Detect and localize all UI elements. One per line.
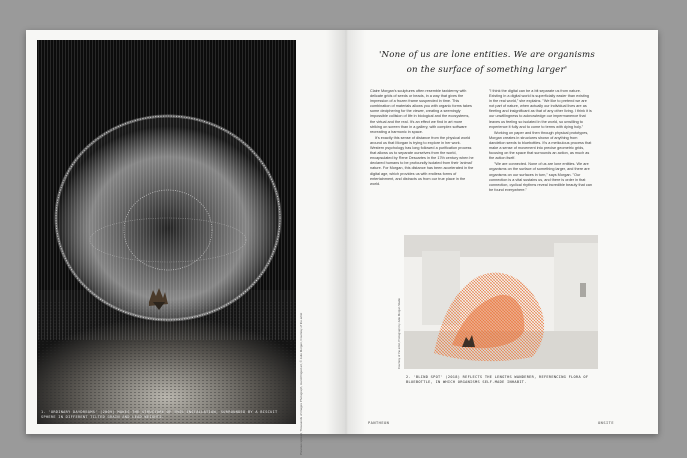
sculpture-photo-left [37,40,296,424]
paragraph: Working on paper and then through physical prototypes, Morgan creates in structures shown of anything from dandelion seeds to bluebottles. It's a meticulous process that make a sense of movement into precise geometric grids, focusing on the space that surrounds an action, as much as the action itself. [489,130,592,161]
paragraph: "We are connected. None of us are lone entities. We are organisms on the surface of something larger, and there are organisms on our surfaces in turn," says Morgan. "Our connection is a vital sustains us, and there is order in that connection, cyclical rhythms reveal incredible beauty that can be found everywhere." [489,162,592,192]
right-photo-credit: Courtesy of the artist, Photograph by Julie Morgan Studio [397,297,401,369]
pull-quote-line-1: 'None of us are lone entities. We are organisms [378,50,596,60]
paragraph: It's exactly this sense of distance from the physical world around us that Morgan is trying to explore in her work. Western psychology has long followed a purification process that allows us to separate ourselves from the world, encapsulated by Rene Descartes in the 17th century when he declared humans to be profoundly isolated from their 'animal' nature. For Morgan, this distance has been accelerated in the digital age, which provides us with endless forms of entertainment, and distracts us from our true place in the world. [370,135,474,186]
footer-right-label: ONSITE [598,421,614,425]
paragraph: "I think the digital can be a bit separate us from nature. Existing in a digital world is superficially easier than existing in the real world," she explains. "We like to pretend we are not part of nature, when actually our individual lives are as fleeting and insignificant as that of any other living. I think it is our unwillingness to acknowledge our impermanence that leaves us feeling so isolated in the world, so unwilling to experience it fully and to come to terms with dying holy." [489,89,592,129]
right-photo-caption: 2. 'BLIND SPOT' (2018) REFLECTS THE LENGTHS WANDERER, REFERENCING FLORA OF BLUEBOTTLE, IN WHICH ORGANISMS SELF-MADE INHABIT. [406,375,589,384]
sculpture-illustration [37,40,296,424]
left-photo-caption: 1. 'ORDINARY DAYDREAMS' (2009) MAKES THE STRUCTURE OF THIS INSTALLATION, SURROUNDED BY A BISCUIT SPHERE IN DIFFERENT TILTED GRAIN AND LEAD WEIGHTS. [41,410,278,419]
pull-quote [368,48,606,78]
footer-left-label: PANTHEON [368,421,390,425]
body-column-1 [370,89,474,188]
paragraph: Claire Morgan's sculptures often resemble taxidermy with delicate grids of seeds or beads, in a way that gives the impression of a frozen frame suspended in time. This combination of materials allows you with organic forms takes some deciphering for the viewer, creating a seemingly impossible collision of life in biological and the ecosystems, the virtual and the real. It's an effect we find in art more striking on screen than in a gallery, with complex software recreating a harmonic in space. [370,89,472,134]
left-photo-credit: Previous spread, Thousands of images Photograph, Hard-fringed art, © Julie Morgan, Courtesy of the artist [299,312,303,455]
pull-quote-line-2: on the surface of something larger' [406,65,568,75]
body-column-2 [489,89,593,194]
sculpture-photo-right [404,235,598,369]
orange-sculpture-illustration [404,235,598,369]
